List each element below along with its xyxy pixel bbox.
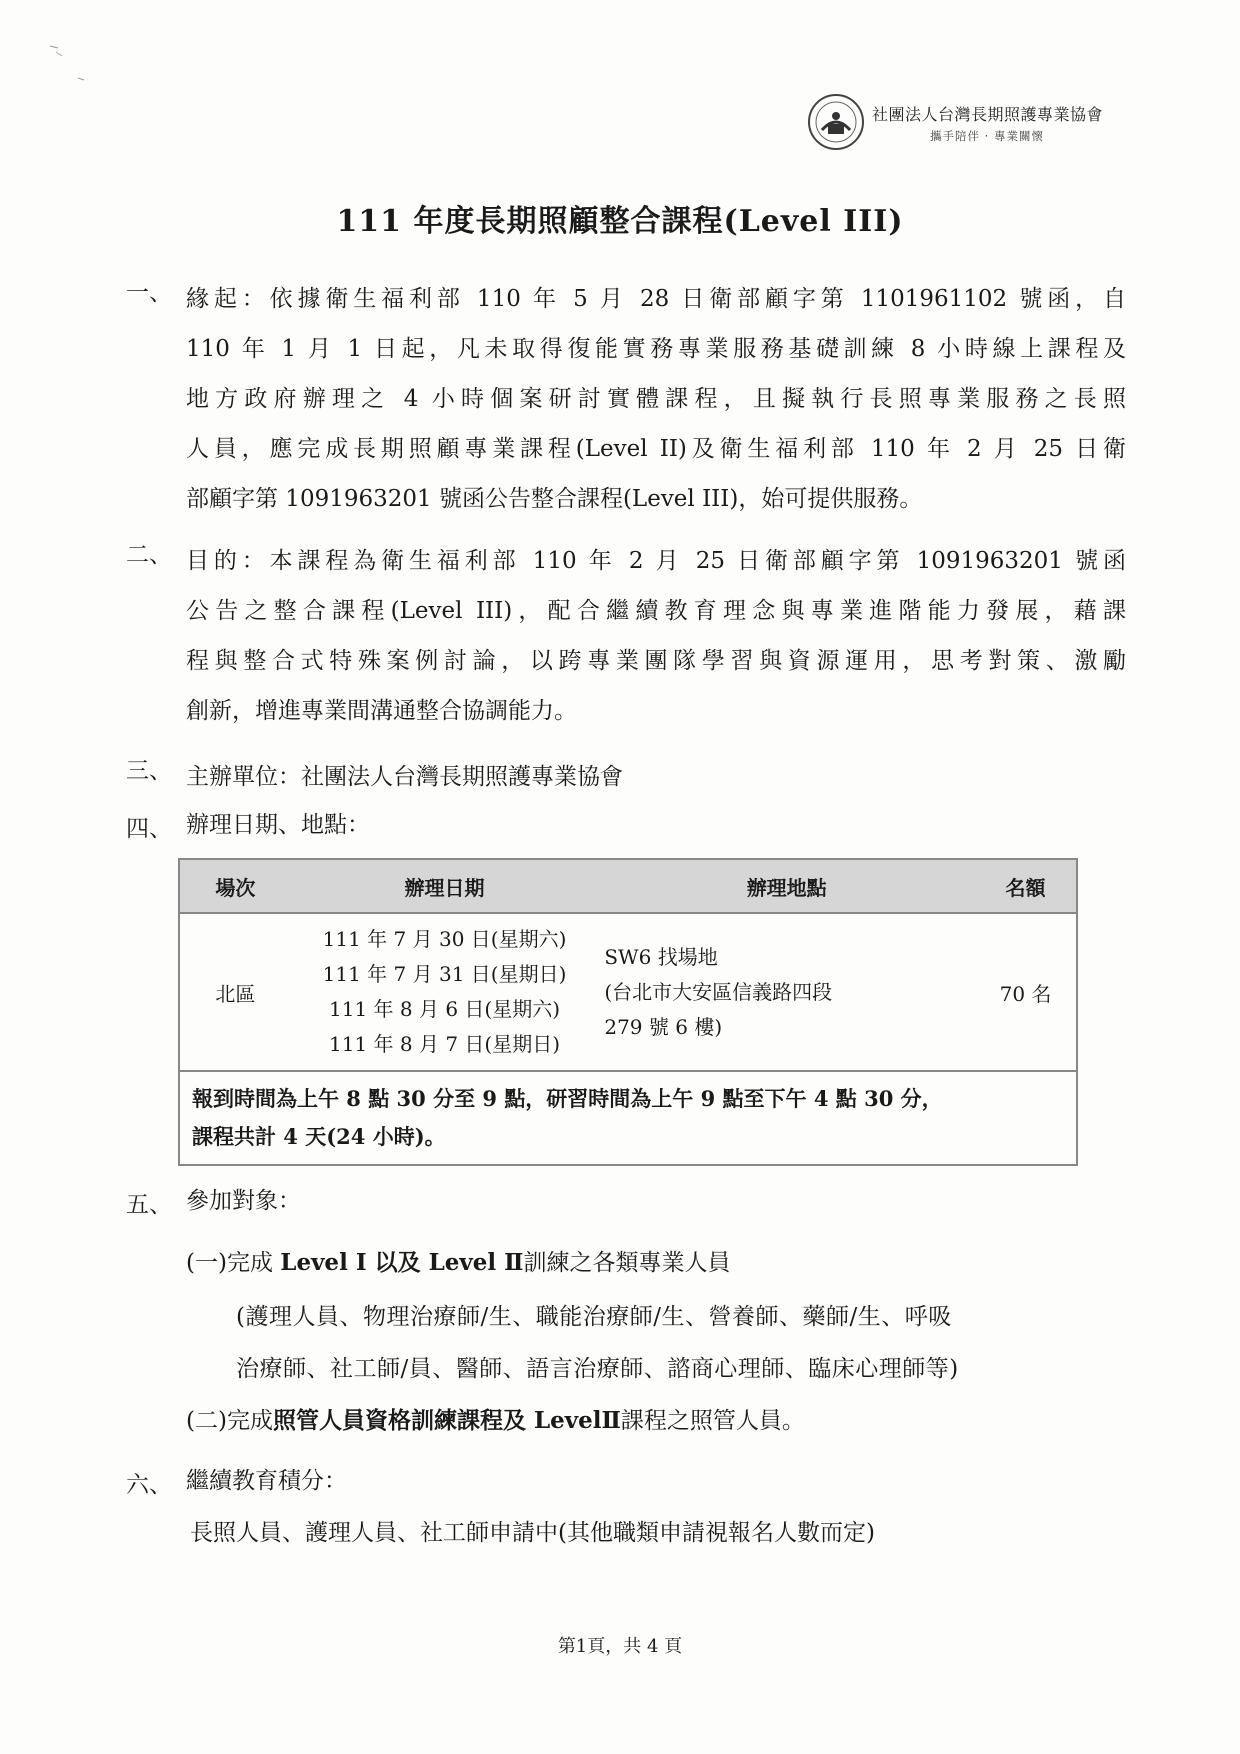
section-date-location: [126, 810, 1126, 843]
organizer-text: 主辦單位：社團法人台灣長期照護專業協會: [186, 764, 623, 790]
schedule-table: [178, 858, 1078, 1166]
paragraph-line: 110 年 1 月 1 日起，凡未取得復能實務專業服務基礎訓練 8 小時線上課程及: [186, 336, 1126, 362]
organization-header: [806, 92, 1136, 154]
section-number: 四、: [126, 816, 172, 842]
section-number: 一、: [126, 280, 172, 306]
paragraph-line: 程與整合式特殊案例討論，以跨專業團隊學習與資源運用，思考對策、激勵: [186, 648, 1126, 674]
schedule-note: [179, 1071, 1077, 1165]
credits-detail: 長照人員、護理人員、社工師申請中(其他職類申請視報名人數而定): [190, 1520, 875, 1546]
location-line: SW6 找場地: [604, 944, 718, 969]
column-header-quota: 名額: [975, 859, 1077, 913]
organization-slogan: 攜手陪伴 · 專業關懷: [930, 129, 1044, 143]
paragraph-line: 公告之整合課程(Level III)，配合繼續教育理念與專業進階能力發展，藉課: [186, 598, 1126, 624]
organization-logo-icon: [806, 92, 866, 152]
scan-specks: [48, 40, 98, 90]
table-header-row: [179, 859, 1077, 913]
item-bold: Level I 以及 Level Ⅱ: [280, 1249, 524, 1276]
paragraph-line: 人員，應完成長期照顧專業課程(Level II)及衛生福利部 110 年 2 月 25 日衛: [186, 436, 1126, 462]
session-date: 111 年 8 月 7 日(星期日): [329, 1032, 561, 1056]
session-date: 111 年 7 月 30 日(星期六): [322, 927, 567, 951]
section-credits: [126, 1466, 1126, 1499]
section-number: 三、: [126, 758, 172, 784]
organization-name: 社團法人台灣長期照護專業協會: [872, 105, 1104, 124]
item-bold: 照管人員資格訓練課程及 LevelⅡ: [272, 1407, 621, 1434]
paragraph-line: 部顧字第 1091963201 號函公告整合課程(Level III)，始可提供服務。: [186, 486, 923, 512]
section-organizer: [126, 752, 1126, 802]
participant-detail-line: (護理人員、物理治療師/生、職能治療師/生、營養師、藥師/生、呼吸: [236, 1304, 952, 1330]
item-suffix: 課程之照管人員。: [620, 1408, 805, 1434]
session-quota: 70 名: [999, 981, 1052, 1006]
session-location: [598, 913, 975, 1071]
paragraph-line: 目的：本課程為衛生福利部 110 年 2 月 25 日衛部顧字第 1091963201 號函: [186, 548, 1126, 574]
session-area: 北區: [215, 981, 256, 1006]
item-prefix: (二)完成: [186, 1408, 273, 1434]
session-dates: [291, 913, 599, 1071]
item-suffix: 訓練之各類專業人員: [523, 1250, 731, 1276]
note-line: 報到時間為上午 8 點 30 分至 9 點，研習時間為上午 9 點至下午 4 點 30 分，: [192, 1086, 943, 1111]
location-line: 279 號 6 樓): [604, 1014, 723, 1039]
column-header-date: 辦理日期: [291, 859, 599, 913]
section-participants: [126, 1186, 1126, 1219]
credits-heading: 繼續教育積分：: [186, 1468, 347, 1494]
note-line: 課程共計 4 天(24 小時)。: [192, 1124, 446, 1149]
section-origin: [126, 274, 1126, 524]
participant-item-2: [186, 1402, 805, 1435]
item-prefix: (一)完成: [186, 1250, 281, 1276]
page-number: 第1頁，共 4 頁: [557, 1636, 683, 1657]
section-purpose: [126, 536, 1126, 736]
table-note-row: [179, 1071, 1077, 1165]
session-date: 111 年 8 月 6 日(星期六): [329, 997, 561, 1021]
participant-item-1: [186, 1244, 731, 1277]
document-title: 111 年度長期照顧整合課程(Level III): [336, 204, 904, 239]
section-number: 五、: [126, 1192, 172, 1218]
column-header-session: 場次: [179, 859, 291, 913]
section-number: 六、: [126, 1472, 172, 1498]
session-date: 111 年 7 月 31 日(星期日): [322, 962, 567, 986]
paragraph-line: 創新，增進專業間溝通整合協調能力。: [186, 698, 577, 724]
column-header-location: 辦理地點: [598, 859, 975, 913]
paragraph-line: 地方政府辦理之 4 小時個案研討實體課程，且擬執行長照專業服務之長照: [186, 386, 1126, 412]
paragraph-line: 緣起：依據衛生福利部 110 年 5 月 28 日衛部顧字第 1101961102 號函，自: [186, 286, 1126, 312]
date-location-heading: 辦理日期、地點：: [186, 812, 370, 838]
participant-detail-line: 治療師、社工師/員、醫師、語言治療師、諮商心理師、臨床心理師等): [236, 1356, 959, 1382]
participants-heading: 參加對象：: [186, 1188, 301, 1214]
location-line: (台北市大安區信義路四段: [604, 979, 833, 1004]
section-number: 二、: [126, 542, 172, 568]
table-row: [179, 913, 1077, 1071]
